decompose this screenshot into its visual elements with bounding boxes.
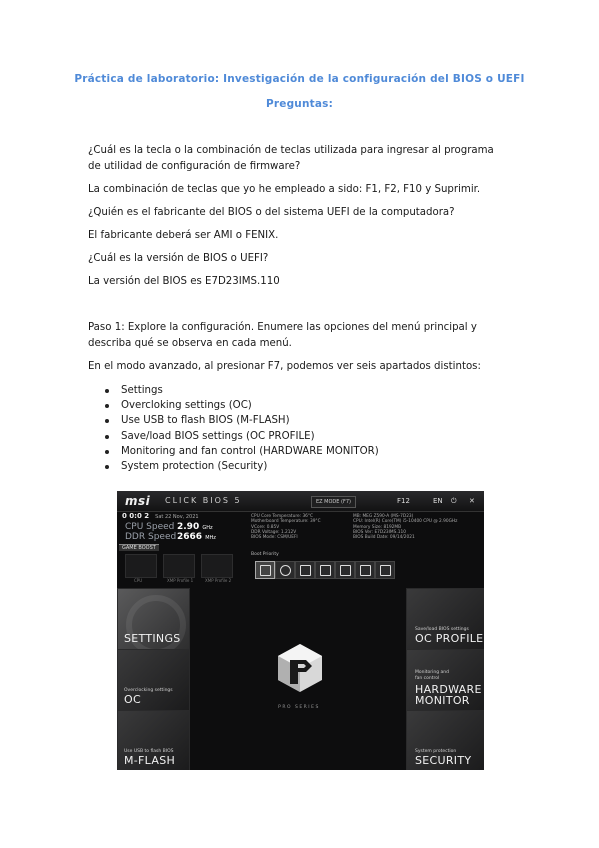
list-item: Settings	[88, 383, 379, 398]
menu-options-list	[88, 383, 379, 474]
list-item: Use USB to flash BIOS (M-FLASH)	[88, 413, 379, 428]
screenshot-icon[interactable]: F12	[397, 497, 410, 505]
boot-device-icon[interactable]	[295, 561, 315, 579]
page-subtitle: Preguntas:	[265, 98, 333, 110]
advanced-mode-intro: En el modo avanzado, al presionar F7, podemos ver seis apartados distintos:	[88, 361, 481, 372]
question-manufacturer: ¿Quién es el fabricante del BIOS o del sistema UEFI de la computadora?	[88, 207, 455, 218]
security-tile[interactable]: System protection SECURITY	[406, 710, 484, 770]
power-icon[interactable]: ⏻	[451, 497, 457, 505]
page-title: Práctica de laboratorio: Investigación de la configuración del BIOS o UEFI	[74, 73, 525, 85]
answer-manufacturer: El fabricante deberá ser AMI o FENIX.	[88, 230, 279, 241]
answer-firmware-key: La combinación de teclas que yo he empleado a sido: F1, F2, F10 y Suprimir.	[88, 184, 481, 195]
settings-tile[interactable]: SETTINGS	[117, 588, 190, 650]
profile-label: XMP Profile 2	[205, 578, 232, 583]
bios-top-bar	[117, 491, 484, 512]
boot-device-icon[interactable]	[315, 561, 335, 579]
boot-device-icon[interactable]	[355, 561, 375, 579]
oc-tile[interactable]: Overclocking settings OC	[117, 649, 190, 711]
system-temps: CPU Core Temperature: 36°C Motherboard Temperature: 39°C VCore: 0.85V DDR Voltage: 1.212V BIOS Mode: CSM/UEFI	[251, 514, 321, 541]
oc-profile-tile[interactable]: Save/load BIOS settings OC PROFILE	[406, 588, 484, 650]
bios-screenshot	[117, 491, 484, 770]
question-version: ¿Cuál es la versión de BIOS o UEFI?	[88, 253, 269, 264]
bios-date: Sat 22 Nov, 2021	[155, 514, 199, 520]
boot-device-icon[interactable]	[255, 561, 275, 579]
profile-cpu[interactable]	[125, 554, 157, 578]
hardware-monitor-tile[interactable]: Monitoring and fan control HARDWARE MONITOR	[406, 649, 484, 711]
list-item: Save/load BIOS settings (OC PROFILE)	[88, 429, 379, 444]
boot-device-icon[interactable]	[375, 561, 395, 579]
list-item: Overcloking settings (OC)	[88, 398, 379, 413]
pro-series-logo-icon	[276, 642, 324, 700]
answer-version: La versión del BIOS es E7D23IMS.110	[88, 276, 280, 287]
cpu-speed: CPU Speed 2.90 GHz	[125, 522, 213, 532]
msi-logo: msi	[125, 494, 151, 508]
profile-label: XMP Profile 1	[167, 578, 194, 583]
profile-xmp-2[interactable]	[201, 554, 233, 578]
boot-priority-label: Boot Priority	[251, 552, 279, 557]
question-firmware-key: ¿Cuál es la tecla o la combinación de teclas utilizada para ingresar al programa de utilidad de configuración de firmware?	[88, 145, 494, 172]
profile-label: CPU	[134, 578, 143, 583]
game-boost-tab[interactable]: GAME BOOST	[119, 544, 159, 551]
pro-series-label: PRO SERIES	[278, 705, 320, 710]
ez-mode-button[interactable]: EZ MODE (F7)	[311, 496, 356, 508]
profile-xmp-1[interactable]	[163, 554, 195, 578]
boot-device-icon[interactable]	[335, 561, 355, 579]
click-bios-logo: CLICK BIOS 5	[165, 496, 242, 505]
bios-clock: 0 0:0 2 Sat 22 Nov, 2021	[122, 512, 199, 520]
list-item: System protection (Security)	[88, 459, 379, 474]
list-item: Monitoring and fan control (HARDWARE MONITOR)	[88, 444, 379, 459]
system-info: MB: MEG Z590-A (MS-7D23) CPU: Intel(R) Core(TM) i5-10400 CPU @ 2.90GHz Memory Size: 8192MB BIOS Ver: E7D23IMS.110 BIOS Build Date: 09/14/2021	[353, 514, 458, 541]
step-1-instruction: Paso 1: Explore la configuración. Enumere las opciones del menú principal y describa qué se observa en cada menú.	[88, 322, 477, 349]
language-icon[interactable]: EN	[433, 497, 443, 505]
boot-device-icon[interactable]	[275, 561, 295, 579]
close-icon[interactable]: ✕	[469, 497, 475, 505]
m-flash-tile[interactable]: Use USB to flash BIOS M-FLASH	[117, 710, 190, 770]
ddr-speed: DDR Speed 2666 MHz	[125, 532, 216, 542]
